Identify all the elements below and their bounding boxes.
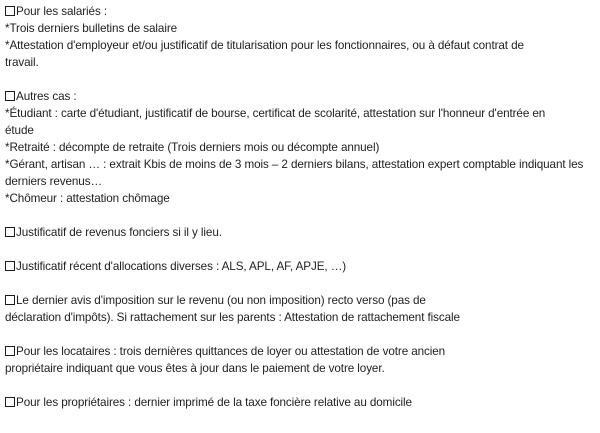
item-text: Pour les propriétaires : dernier imprimé de la taxe foncière relative au domicile [16,396,412,409]
checkbox-icon [5,6,15,16]
list-item: *Chômeur : attestation chômage [5,192,170,205]
list-item: *Étudiant : carte d'étudiant, justificatif de bourse, certificat de scolarité, attestation sur l'honneur d'entrée en étude [5,107,546,137]
section-locataires [5,343,595,377]
heading-text: Pour les salariés : [16,5,107,18]
section-autres-cas [5,88,595,207]
checkbox-icon [5,397,15,407]
checkbox-icon [5,227,15,237]
checkbox-icon [5,295,15,305]
item-text: Justificatif de revenus fonciers si il y lieu. [16,226,222,239]
list-item: *Trois derniers bulletins de salaire [5,22,178,35]
document [5,3,595,411]
checkbox-icon [5,261,15,271]
checkbox-icon [5,91,15,101]
section-allocations [5,258,595,275]
section-avis-imposition [5,292,595,326]
heading-text: Autres cas : [16,90,77,103]
checklist-item [5,292,475,326]
checklist-item [5,224,595,241]
checklist-heading [5,88,595,105]
list-item: *Retraité : décompte de retraite (Trois derniers mois ou décompte annuel) [5,141,380,154]
section-salaries [5,3,595,71]
checkbox-icon [5,346,15,356]
section-revenus-fonciers [5,224,595,241]
list-item: *Gérant, artisan … : extrait Kbis de moins de 3 mois – 2 derniers bilans, attestation expert comptable indiquant les derniers revenus… [5,158,584,188]
list-item: *Attestation d'employeur et/ou justificatif de titularisation pour les fonctionnaires, ou à défaut contrat de travail. [5,39,524,69]
checklist-item [5,394,595,411]
item-text: Le dernier avis d'imposition sur le revenu (ou non imposition) recto verso (pas de déclaration d'impôts). Si rattachement sur les parents : Attestation de rattachement fiscale [5,294,460,324]
checklist-item [5,343,505,377]
section-proprietaires [5,394,595,411]
checklist-heading [5,3,595,20]
item-text: Pour les locataires : trois dernières quittances de loyer ou attestation de votre ancien propriétaire indiquant que vous êtes à jour dans le paiement de votre loyer. [5,345,446,375]
checklist-item [5,258,595,275]
item-text: Justificatif récent d'allocations diverses : ALS, APL, AF, APJE, …) [16,260,347,273]
